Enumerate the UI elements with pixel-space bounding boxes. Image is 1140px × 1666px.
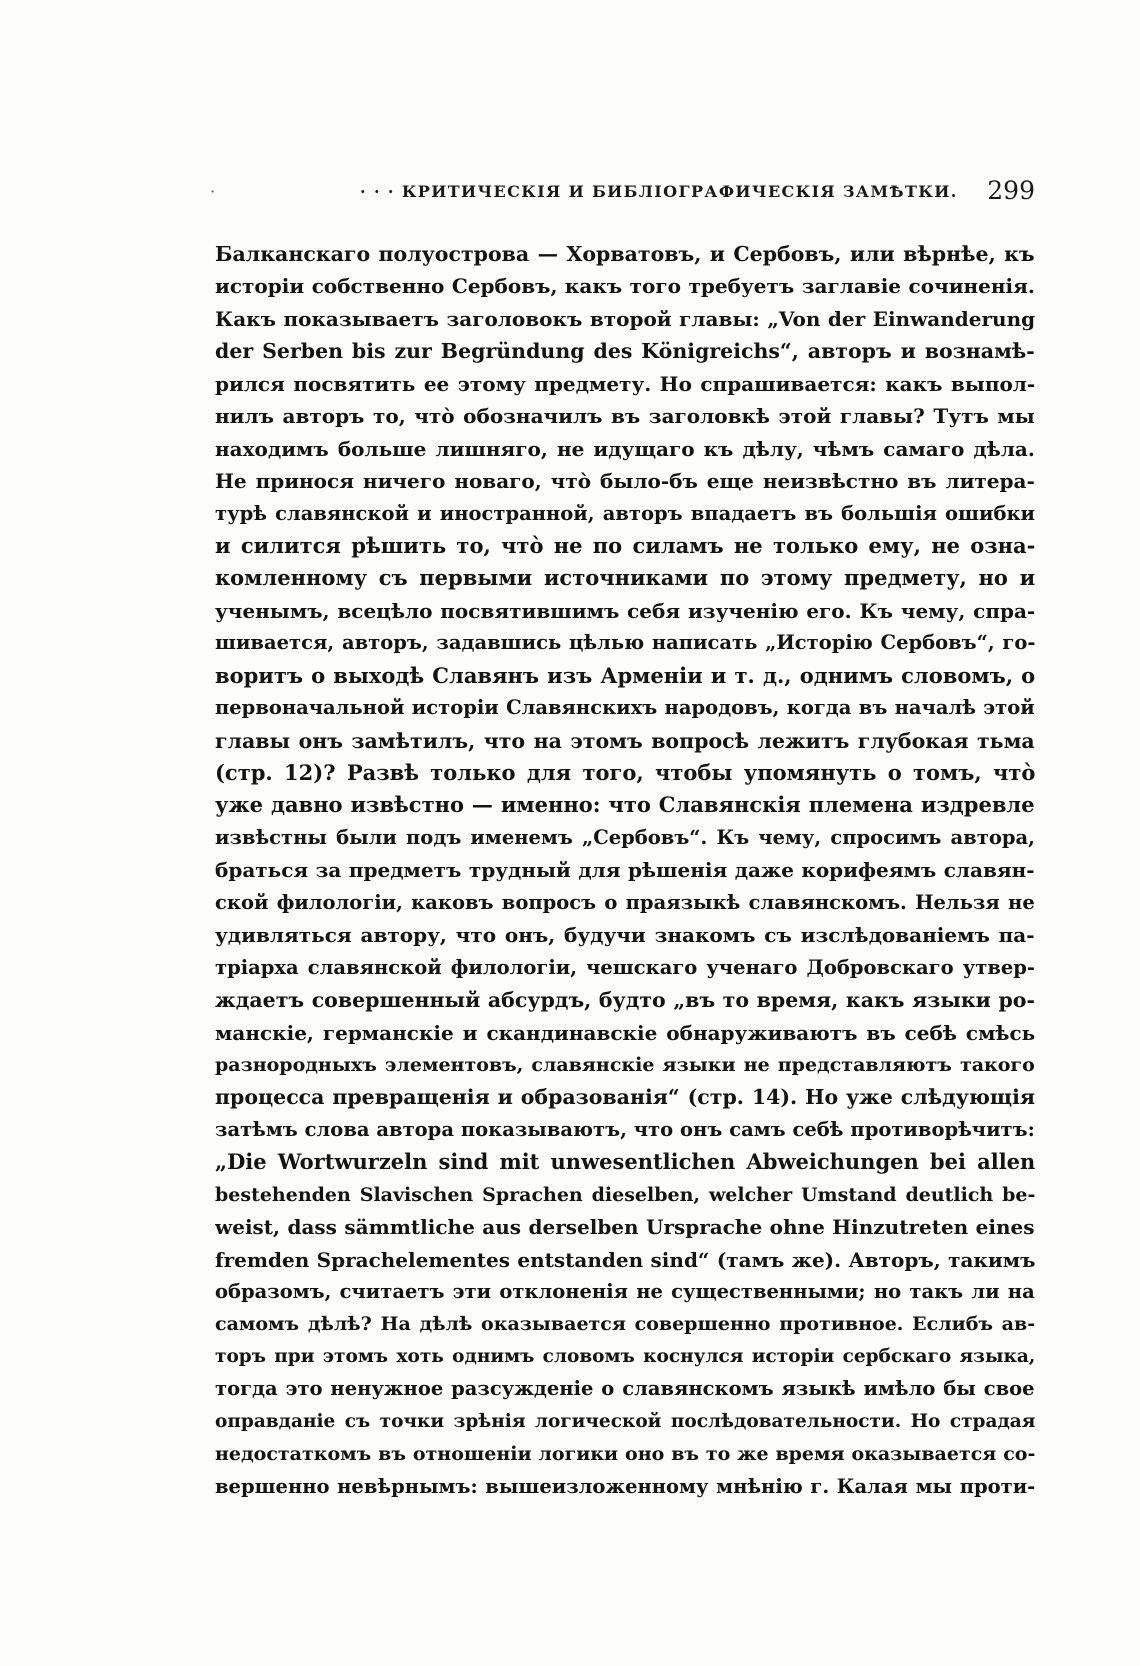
page-header [210,176,1035,212]
text-line: недостаткомъ въ отношеніи логики оно въ то же время оказывается со- [215,1443,1035,1466]
text-line: (стр. 12)? Развѣ только для того, чтобы упомянуть о томъ, что̀ [215,760,1035,785]
text-line: der Serben bis zur Begründung des Königreichs“, авторъ и вознамѣ- [215,339,1035,364]
text-line: weist, dass sämmtliche aus derselben Ursprache ohne Hinzutreten eines [215,1215,1035,1240]
text-line: тогда это ненужное разсужденіе о славянскомъ языкѣ имѣло бы свое [215,1377,1035,1401]
text-line: находимъ больше лишняго, не идущаго къ дѣлу, чѣмъ самаго дѣла. [215,436,1035,461]
text-line: исторіи собственно Сербовъ, какъ того требуетъ заглавіе сочиненія. [215,274,1035,299]
text-line: извѣстны были подъ именемъ „Сербовъ“. Къ чему, спросимъ автора, [215,825,1035,849]
text-line: первоначальной исторіи Славянскихъ народовъ, когда въ началѣ этой [215,696,1035,720]
text-line: разнородныхъ элементовъ, славянскіе языки не представляютъ такого [215,1053,1035,1076]
text-line: шивается, авторъ, задавшись цѣлью написать „Исторію Сербовъ“, го- [215,631,1035,655]
text-line: рился посвятить ее этому предмету. Но спрашивается: какъ выпол- [215,371,1035,396]
text-line: „Die Wortwurzeln sind mit unwesentlichen Abweichungen bei allen [215,1149,1035,1175]
running-head: · · · КРИТИЧЕСКІЯ И БИБЛІОГРАФИЧЕСКІЯ ЗАМѢТКИ. [360,182,958,201]
text-line: fremden Sprachelementes entstanden sind“ (тамъ же). Авторъ, такимъ [215,1247,1035,1272]
text-line: вершенно невѣрнымъ: вышеизложенному мнѣнію г. Калая мы проти- [215,1474,1035,1498]
text-line: удивляться автору, что онъ, будучи знакомъ съ изслѣдованіемъ па- [215,923,1035,948]
text-line: нилъ авторъ то, что̀ обозначилъ въ заголовкѣ этой главы? Тутъ мы [215,404,1035,429]
text-line: ученымъ, всецѣло посвятившимъ себя изученію его. Къ чему, спра- [215,598,1035,623]
text-line: и силится рѣшить то, что̀ не по силамъ не только ему, не озна- [215,532,1035,558]
text-line: процесса превращенія и образованія“ (стр. 14). Но уже слѣдующія [215,1085,1035,1110]
page-number: 299 [987,176,1035,205]
text-line: турѣ славянской и иностранной, авторъ впадаетъ въ большія ошибки [215,501,1035,525]
text-line: браться за предметъ трудный для рѣшенія даже корифеямъ славян- [215,858,1035,883]
text-line: торъ при этомъ хоть однимъ словомъ коснулся исторіи сербскаго языка, [215,1345,1035,1367]
text-line: манскіе, германскіе и скандинавскіе обнаруживаютъ въ себѣ смѣсь [215,1020,1035,1045]
text-line: образомъ, считаетъ эти отклоненія не существенными; но такъ ли на [215,1280,1035,1303]
text-line: оправданіе съ точки зрѣнія логической послѣдовательности. Но страдая [215,1410,1035,1432]
text-line: самомъ дѣлѣ? На дѣлѣ оказывается совершенно противное. Еслибъ ав- [215,1313,1035,1336]
text-line: комленному съ первыми источниками по этому предмету, но и [215,565,1035,591]
body-text [215,238,1035,1503]
text-line: Какъ показываетъ заголовокъ второй главы: „Von der Einwanderung [215,306,1035,331]
text-line: bestehenden Slavischen Sprachen dieselben, welcher Umstand deutlich be- [215,1183,1035,1206]
text-line: тріарха славянской филологіи, чешскаго ученаго Добровскаго утвер- [215,955,1035,979]
text-line: Балканскаго полуострова — Хорватовъ, и Сербовъ, или вѣрнѣе, къ [215,242,1035,266]
text-line: ждаетъ совершенный абсурдъ, будто „въ то время, какъ языки ро- [215,988,1035,1013]
text-line: Не принося ничего новаго, что̀ было-бъ еще неизвѣстно въ литера- [215,469,1035,494]
text-line: уже давно извѣстно — именно: что Славянскія племена издревле [215,792,1035,818]
text-line: воритъ о выходѣ Славянъ изъ Арменіи и т. д., однимъ словомъ, о [215,662,1035,688]
text-line: затѣмъ слова автора показываютъ, что онъ самъ себѣ противорѣчитъ: [215,1117,1035,1141]
text-line: главы онъ замѣтилъ, что на этомъ вопросѣ лежитъ глубокая тьма [215,728,1035,753]
text-line: ской филологіи, каковъ вопросъ о праязыкѣ славянскомъ. Нельзя не [215,890,1035,914]
stray-mark: · [210,182,216,201]
